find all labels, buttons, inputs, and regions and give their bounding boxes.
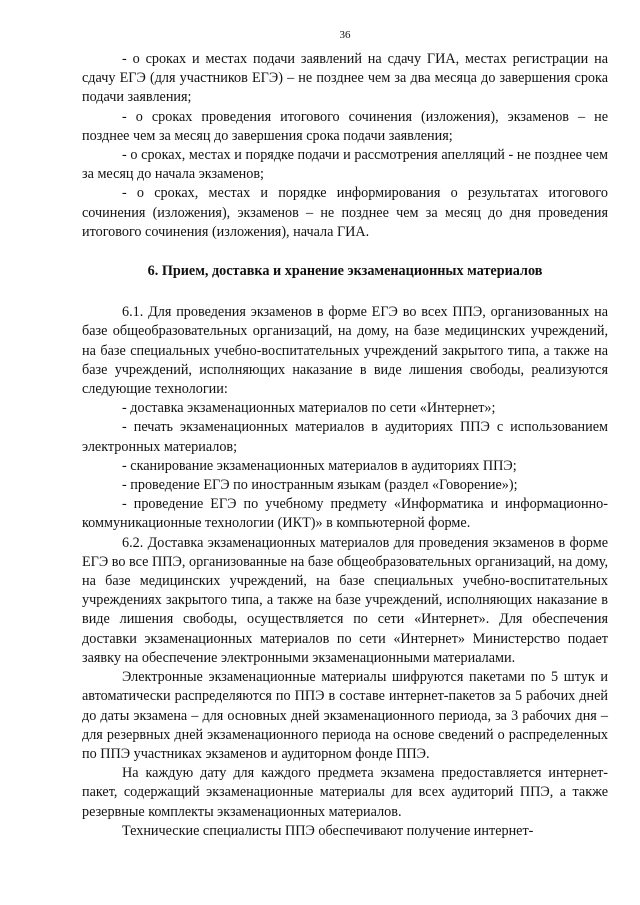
list-item: - проведение ЕГЭ по учебному предмету «Информатика и информационно-коммуникационные технологии (ИКТ)» в компьютерной форме. xyxy=(82,496,608,532)
paragraph-encryption: Электронные экзаменационные материалы шифруются пакетами по 5 штук и автоматически распределяются по ППЭ в составе интернет-пакетов за 5 рабочих дней до даты экзамена – для основных дней экзаменационного периода, за 3 рабочих дня – для резервных дней экзаменационного периода на основе сведений о распределенных по ППЭ участниках экзаменов и аудиторном фонде ППЭ. xyxy=(82,669,608,762)
list-item: - сканирование экзаменационных материалов в аудиториях ППЭ; xyxy=(122,457,517,474)
paragraph-tech-specialists: Технические специалисты ППЭ обеспечивают получение интернет- xyxy=(122,822,534,839)
page-number: 36 xyxy=(339,29,351,41)
section-heading: 6. Прием, доставка и хранение экзаменационных материалов xyxy=(147,263,543,280)
paragraph-6-2: 6.2. Доставка экзаменационных материалов для проведения экзаменов в форме ЕГЭ во все ППЭ, организованные на базе общеобразовательных организаций, на дому, на базе медицинских учреждений, на базе специальных учебно-воспитательных учреждениях закрытого типа, а также на базе учреждений, исполняющих наказание в виде лишения свободы, осуществляется по сети «Интернет». Для обеспечения доставки экзаменационных материалов по сети «Интернет» Министерство подает заявку на обеспечение электронными экзаменационными материалами. xyxy=(82,534,608,666)
list-item: - о сроках, местах и порядке подачи и рассмотрения апелляций - не позднее чем за месяц до начала экзаменов; xyxy=(82,147,608,183)
list-item: - доставка экзаменационных материалов по сети «Интернет»; xyxy=(122,400,496,417)
intro-list xyxy=(82,50,608,242)
paragraph-each-date: На каждую дату для каждого предмета экзамена предоставляется интернет-пакет, содержащий экзаменационные материалы для всех аудиторий ППЭ, а также резервные комплекты экзаменационных материалов. xyxy=(82,765,608,820)
paragraph-6-1: 6.1. Для проведения экзаменов в форме ЕГЭ во всех ППЭ, организованных на базе общеобразовательных организаций, на дому, на базе медицинских учреждений, на базе специальных учебно-воспитательных учреждений закрытого типа, а также на базе учреждений, исполняющих наказание в виде лишения свободы, реализуются следующие технологии: xyxy=(82,304,608,398)
list-item: - печать экзаменационных материалов в аудиториях ППЭ с использованием электронных материалов; xyxy=(82,419,608,455)
list-item: - о сроках проведения итогового сочинения (изложения), экзаменов – не позднее чем за месяц до завершения срока подачи заявления; xyxy=(82,108,608,144)
list-item: - о сроках и местах подачи заявлений на сдачу ГИА, местах регистрации на сдачу ЕГЭ (для участников ЕГЭ) – не позднее чем за два месяца до завершения срока подачи заявления; xyxy=(82,51,608,106)
list-item: - проведение ЕГЭ по иностранным языкам (раздел «Говорение»); xyxy=(122,477,518,494)
list-item: - о сроках, местах и порядке информирования о результатах итогового сочинения (изложения), экзаменов – не позднее чем за месяц до дня проведения итогового сочинения (изложения), начала ГИА. xyxy=(82,185,608,240)
technology-list xyxy=(82,399,608,533)
